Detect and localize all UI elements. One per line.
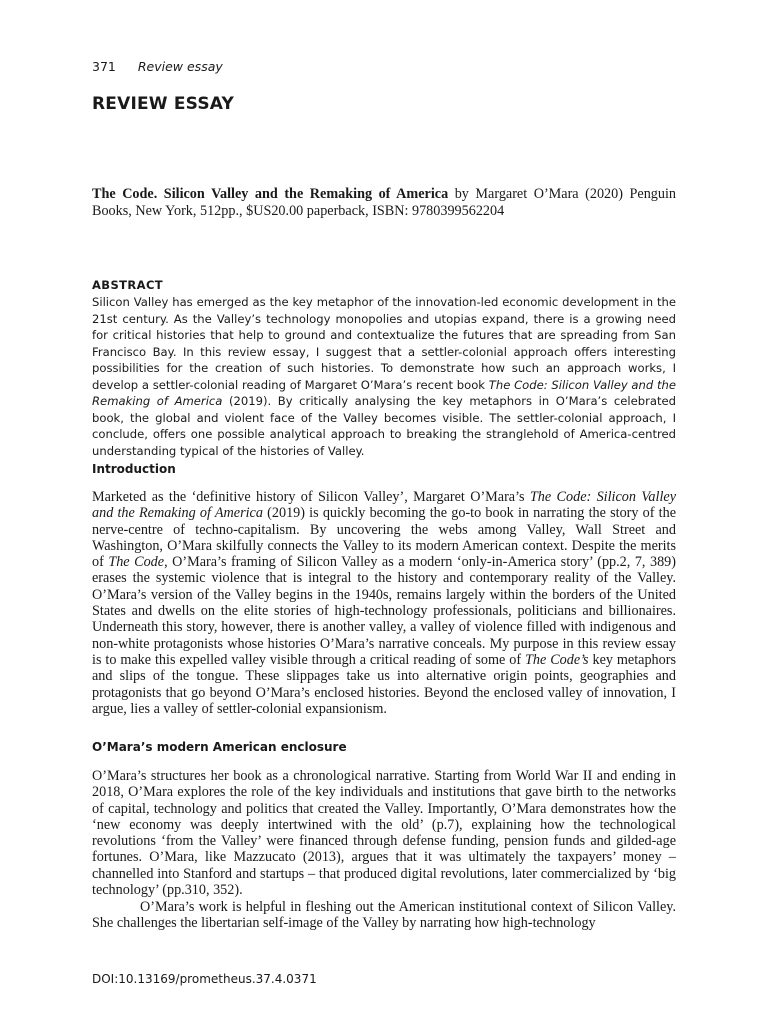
text-run: , O’Mara’s framing of Silicon Valley as a modern ‘only-in-America story’ (pp.2, 7, 389) erases the systemic violence that is integral to the history and contemporary reality of the Valley. O’Mara’s version of the Valley begins in the 1940s, remains largely within the borders of the United States and dwells on the elite stories of high-technology professionals, politicians and billionaires. Underneath this story, however, there is another valley, a valley of violence filled with indigenous and non-white protagonists whose histories O’Mara’s narrative conceals. My purpose in this review essay is to make this expelled valley visible through a critical reading of some of bbox=[92, 554, 676, 668]
italic-title: The Code: Silicon Valley and the Remaking of America bbox=[92, 489, 676, 522]
text-run: (2019) is quickly becoming the go-to book in narrating the story of the nerve-centre of techno-capitalism. By uncovering the webs among Valley, Wall Street and Washington, O’Mara skilfully connects the Valley to its modern American context. Despite the merits of bbox=[92, 505, 677, 571]
section-paragraph: O’Mara’s structures her book as a chronological narrative. Starting from World War II and ending in 2018, O’Mara explores the role of the key individuals and institutions that gave birth to the networks of capital, technology and politics that created the Valley. Importantly, O’Mara demonstrates how the ‘new economy was deeply intertwined with the old’ (p.7), explaining how the technological revolutions ‘from the Valley’ were financed through defense funding, pension funds and gilded-age fortunes. O’Mara, like Mazzucato (2013), argues that it was ultimately the taxpayers’ money – channelled into Stanford and startups – that produced digital revolutions, later commercialized by ‘big technology’ (pp.310, 352). bbox=[92, 768, 676, 899]
doi-footer: DOI:10.13169/prometheus.37.4.0371 bbox=[92, 972, 317, 986]
text-run: Marketed as the ‘definitive history of Silicon Valley’, Margaret O’Mara’s bbox=[92, 489, 530, 505]
section-heading: O’Mara’s modern American enclosure bbox=[92, 740, 347, 754]
italic-title: The Code bbox=[108, 554, 165, 571]
section-paragraph: O’Mara’s work is helpful in fleshing out the American institutional context of Silicon Valley. She challenges the libertarian self-image of the Valley by narrating how high-technology bbox=[92, 899, 676, 932]
italic-title: The Code’s bbox=[525, 651, 589, 668]
introduction-paragraph bbox=[92, 489, 676, 717]
abstract bbox=[92, 278, 676, 459]
page-number: 371 bbox=[92, 59, 116, 74]
journal-section: Review essay bbox=[137, 59, 223, 74]
book-details: by Margaret O’Mara (2020) Penguin Books, New York, 512pp., $US20.00 paperback, ISBN: 9780399562204 bbox=[92, 186, 677, 219]
abstract-text bbox=[92, 294, 676, 459]
essay-type-heading: REVIEW ESSAY bbox=[92, 94, 235, 114]
abstract-book-title: The Code: Silicon Valley and the Remaking of America bbox=[92, 377, 677, 408]
abstract-heading: ABSTRACT bbox=[92, 278, 164, 292]
introduction-heading: Introduction bbox=[92, 462, 176, 476]
text-run: key metaphors and slips of the tongue. These slippages take us into alternative origin points, geographies and protagonists that go beyond O’Mara’s enclosed histories. Beyond the enclosed valley of innovation, I argue, lies a valley of settler-colonial expansionism. bbox=[92, 651, 676, 717]
running-head bbox=[92, 59, 223, 74]
book-citation bbox=[92, 186, 676, 220]
abstract-text-part: Silicon Valley has emerged as the key metaphor of the innovation-led economic development in the 21st century. As the Valley’s technology monopolies and utopias expand, there is a growing need for critical histories that help to ground and contextualize the futures that are spreading from San Francisco Bay. In this review essay, I suggest that a settler-colonial approach offers interesting possibilities for the creation of such histories. To demonstrate how such an approach works, I develop a settler-colonial reading of Margaret O’Mara’s recent book bbox=[92, 295, 676, 392]
book-title: The Code. Silicon Valley and the Remaking of America bbox=[92, 186, 449, 202]
abstract-text-part: (2019). By critically analysing the key metaphors in O’Mara’s celebrated book, the global and violent face of the Valley becomes visible. The settler-colonial approach, I conclude, offers one possible analytical approach to breaking the stranglehold of America-centred understanding typical of the histories of Valley. bbox=[92, 394, 676, 458]
